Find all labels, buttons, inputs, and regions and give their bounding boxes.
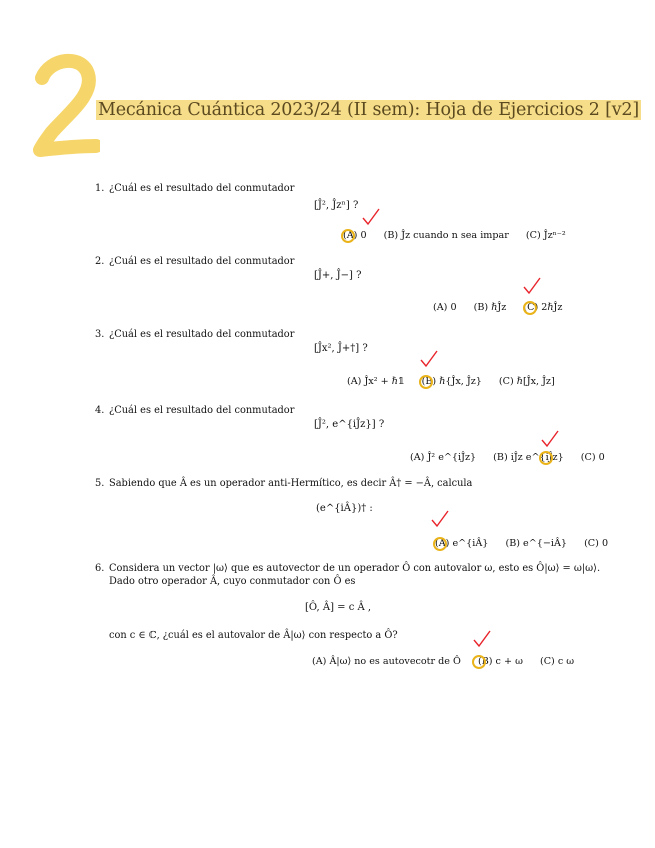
option-a[interactable]: (A) e^{iÂ} [435,538,489,549]
decorative-number-two [30,50,100,160]
page-title: Mecánica Cuántica 2023/24 (II sem): Hoja de Ejercicios 2 [v2] [98,100,639,120]
question-1: 1. ¿Cuál es el resultado del conmutador [95,183,295,194]
question-3-options [347,376,555,387]
question-5-options [435,538,608,549]
option-a[interactable]: (A) Ĵx² + ℏ𝟙 [347,376,405,387]
question-2-expression: [Ĵ+, Ĵ−] ? [314,270,362,281]
question-3: 3. ¿Cuál es el resultado del conmutador [95,329,295,340]
option-b[interactable]: (B) iĴz e^{iĴz} [493,452,564,463]
question-6: 6. Considera un vector |ω⟩ que es autovector de un operador Ô con autovalor ω, esto es Ô|ω⟩ = ω|ω⟩. [95,563,601,574]
option-b[interactable]: (B) ℏ{Ĵx, Ĵz} [421,376,482,387]
option-c[interactable]: (C) 0 [580,452,605,463]
question-1-expression: [Ĵ², Ĵzⁿ] ? [314,200,359,211]
selected-answer-circle [523,301,537,315]
question-4: 4. ¿Cuál es el resultado del conmutador [95,405,295,416]
option-c[interactable]: (C) Ĵzⁿ⁻² [525,230,566,241]
question-2-options [433,302,562,313]
option-c[interactable]: (C) 2ℏĴz [523,302,563,313]
option-c[interactable]: (C) ℏ[Ĵx, Ĵz] [498,376,555,387]
option-a[interactable]: (A) 0 [343,230,367,241]
option-b[interactable]: (B) ℏĴz [473,302,507,313]
question-4-options [410,452,605,463]
question-5-expression: (e^{iÂ})† : [316,503,373,514]
checkmark-icon [539,428,561,450]
selected-answer-circle [419,375,433,389]
option-c[interactable]: (C) 0 [584,538,609,549]
selected-answer-circle [472,655,486,669]
question-6-line-3: con c ∈ ℂ, ¿cuál es el autovalor de Â|ω⟩ con respecto a Ô? [109,630,398,641]
question-1-options [343,230,566,241]
option-b[interactable]: (B) c + ω [477,656,523,667]
checkmark-icon [471,628,493,650]
question-6-line-2: Dado otro operador Â, cuyo conmutador con Ô es [109,576,356,587]
option-a[interactable]: (A) Ĵ² e^{iĴz} [410,452,477,463]
question-2: 2. ¿Cuál es el resultado del conmutador [95,256,295,267]
checkmark-icon [521,275,543,297]
checkmark-icon [360,206,382,228]
option-a[interactable]: (A) Â|ω⟩ no es autovecotr de Ô [312,656,461,667]
checkmark-icon [429,508,451,530]
option-a[interactable]: (A) 0 [433,302,457,313]
question-3-expression: [Ĵx², Ĵ+†] ? [314,343,368,354]
checkmark-icon [418,348,440,370]
selected-answer-circle [341,229,355,243]
option-b[interactable]: (B) Ĵz cuando n sea impar [383,230,509,241]
option-b[interactable]: (B) e^{−iÂ} [505,538,567,549]
selected-answer-circle [433,537,447,551]
option-c[interactable]: (C) c ω [539,656,575,667]
question-6-options [312,656,574,667]
question-6-expression: [Ô, Â] = c Â , [305,602,372,613]
question-5: 5. Sabiendo que Â es un operador anti-Hermítico, es decir Â† = −Â, calcula [95,478,473,489]
question-4-expression: [Ĵ², e^{iĴz}] ? [314,419,385,430]
selected-answer-circle [539,451,553,465]
